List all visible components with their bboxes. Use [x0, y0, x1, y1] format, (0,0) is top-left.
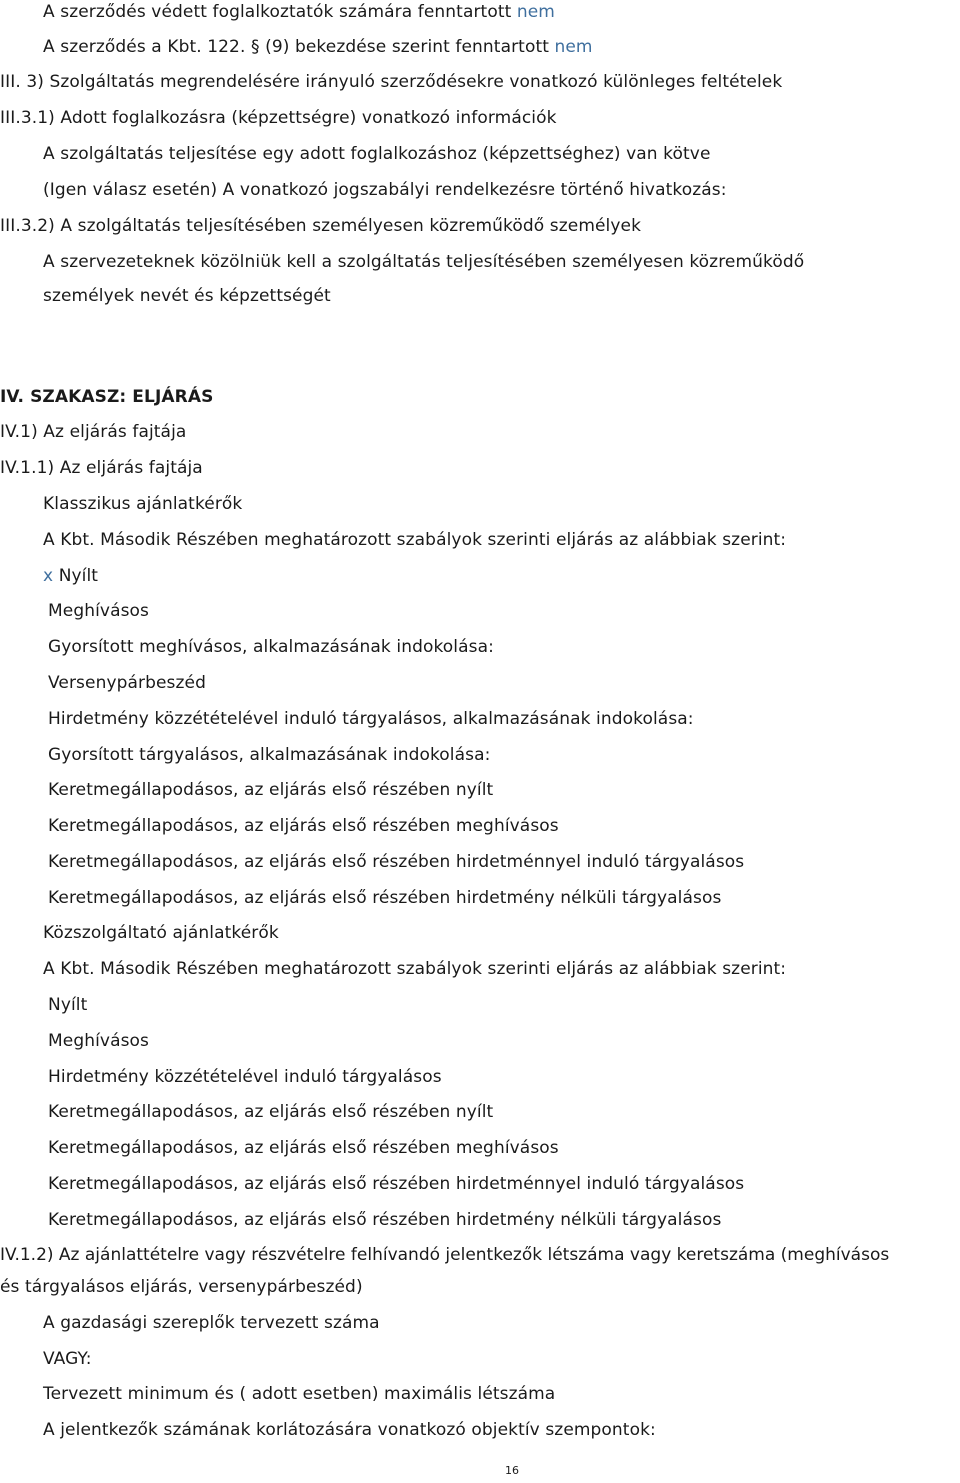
classic-option-label: Nyílt — [58, 566, 99, 586]
page-number: 16 — [505, 1464, 519, 1477]
section-iii3-heading: III. 3) Szolgáltatás megrendelésére irányuló szerződésekre vonatkozó különleges feltételek — [0, 72, 783, 92]
section-iii32-heading: III.3.2) A szolgáltatás teljesítésében személyesen közreműködő személyek — [0, 216, 642, 236]
min-max-line: Tervezett minimum és ( adott esetben) maximális létszáma — [43, 1384, 556, 1404]
reserved-kbt-label: A szerződés a Kbt. 122. § (9) bekezdése szerint fenntartott — [43, 37, 549, 57]
utility-contracting-label: Közszolgáltató ajánlatkérők — [43, 923, 279, 943]
section-iv12-heading-line-2: és tárgyalásos eljárás, versenypárbeszéd) — [0, 1277, 363, 1297]
section-iv12-heading-line-1: IV.1.2) Az ajánlattételre vagy részvételre felhívandó jelentkezők létszáma vagy keretszáma (meghívásos — [0, 1245, 890, 1265]
utility-option: Nyílt — [48, 995, 88, 1015]
classic-contracting-label: Klasszikus ajánlatkérők — [43, 494, 243, 514]
classic-option: Meghívásos — [48, 601, 150, 621]
section-iv-title: IV. SZAKASZ: ELJÁRÁS — [0, 387, 214, 407]
utility-option: Keretmegállapodásos, az eljárás első részében hirdetménnyel induló tárgyalásos — [48, 1174, 745, 1194]
staff-requirement-line-2: személyek nevét és képzettségét — [43, 286, 331, 306]
reserved-kbt-value: nem — [554, 37, 593, 57]
section-iii31-heading: III.3.1) Adott foglalkozásra (képzettségre) vonatkozó információk — [0, 108, 557, 128]
classic-option: Keretmegállapodásos, az eljárás első részében nyílt — [48, 780, 494, 800]
reserved-sheltered-value: nem — [516, 2, 555, 22]
classic-option: Gyorsított meghívásos, alkalmazásának indokolása: — [48, 637, 494, 657]
classic-procedure-intro: A Kbt. Második Részében meghatározott szabályok szerinti eljárás az alábbiak szerint: — [43, 530, 787, 550]
planned-operators-line: A gazdasági szereplők tervezett száma — [43, 1313, 380, 1333]
classic-option: Versenypárbeszéd — [48, 673, 206, 693]
classic-option: Hirdetmény közzétételével induló tárgyalásos, alkalmazásának indokolása: — [48, 709, 694, 729]
selected-mark: x — [43, 566, 54, 586]
utility-option: Keretmegállapodásos, az eljárás első részében meghívásos — [48, 1138, 559, 1158]
selection-criteria-line: A jelentkezők számának korlátozására vonatkozó objektív szempontok: — [43, 1420, 656, 1440]
staff-requirement-line-1: A szervezeteknek közölniük kell a szolgáltatás teljesítésében személyesen közreműködő — [43, 252, 805, 272]
utility-option: Keretmegállapodásos, az eljárás első részében nyílt — [48, 1102, 494, 1122]
classic-option: Keretmegállapodásos, az eljárás első részében meghívásos — [48, 816, 559, 836]
utility-option: Meghívásos — [48, 1031, 150, 1051]
occupation-requirement-line: A szolgáltatás teljesítése egy adott foglalkozáshoz (képzettséghez) van kötve — [43, 144, 711, 164]
section-iv11-heading: IV.1.1) Az eljárás fajtája — [0, 458, 203, 478]
reserved-sheltered-label: A szerződés védett foglalkoztatók számára fenntartott — [43, 2, 512, 22]
reserved-sheltered-line — [43, 1, 555, 23]
section-iv1-heading: IV.1) Az eljárás fajtája — [0, 422, 187, 442]
utility-option: Hirdetmény közzétételével induló tárgyalásos — [48, 1067, 442, 1087]
utility-procedure-intro: A Kbt. Második Részében meghatározott szabályok szerinti eljárás az alábbiak szerint: — [43, 959, 787, 979]
classic-option: Keretmegállapodásos, az eljárás első részében hirdetmény nélküli tárgyalásos — [48, 888, 722, 908]
reserved-kbt-line — [43, 36, 593, 58]
classic-option: Gyorsított tárgyalásos, alkalmazásának indokolása: — [48, 745, 491, 765]
utility-option: Keretmegállapodásos, az eljárás első részében hirdetmény nélküli tárgyalásos — [48, 1210, 722, 1230]
classic-option: Keretmegállapodásos, az eljárás első részében hirdetménnyel induló tárgyalásos — [48, 852, 745, 872]
classic-option-open — [43, 565, 98, 587]
or-line: VAGY: — [43, 1349, 92, 1369]
legal-reference-line: (Igen válasz esetén) A vonatkozó jogszabályi rendelkezésre történő hivatkozás: — [43, 180, 727, 200]
